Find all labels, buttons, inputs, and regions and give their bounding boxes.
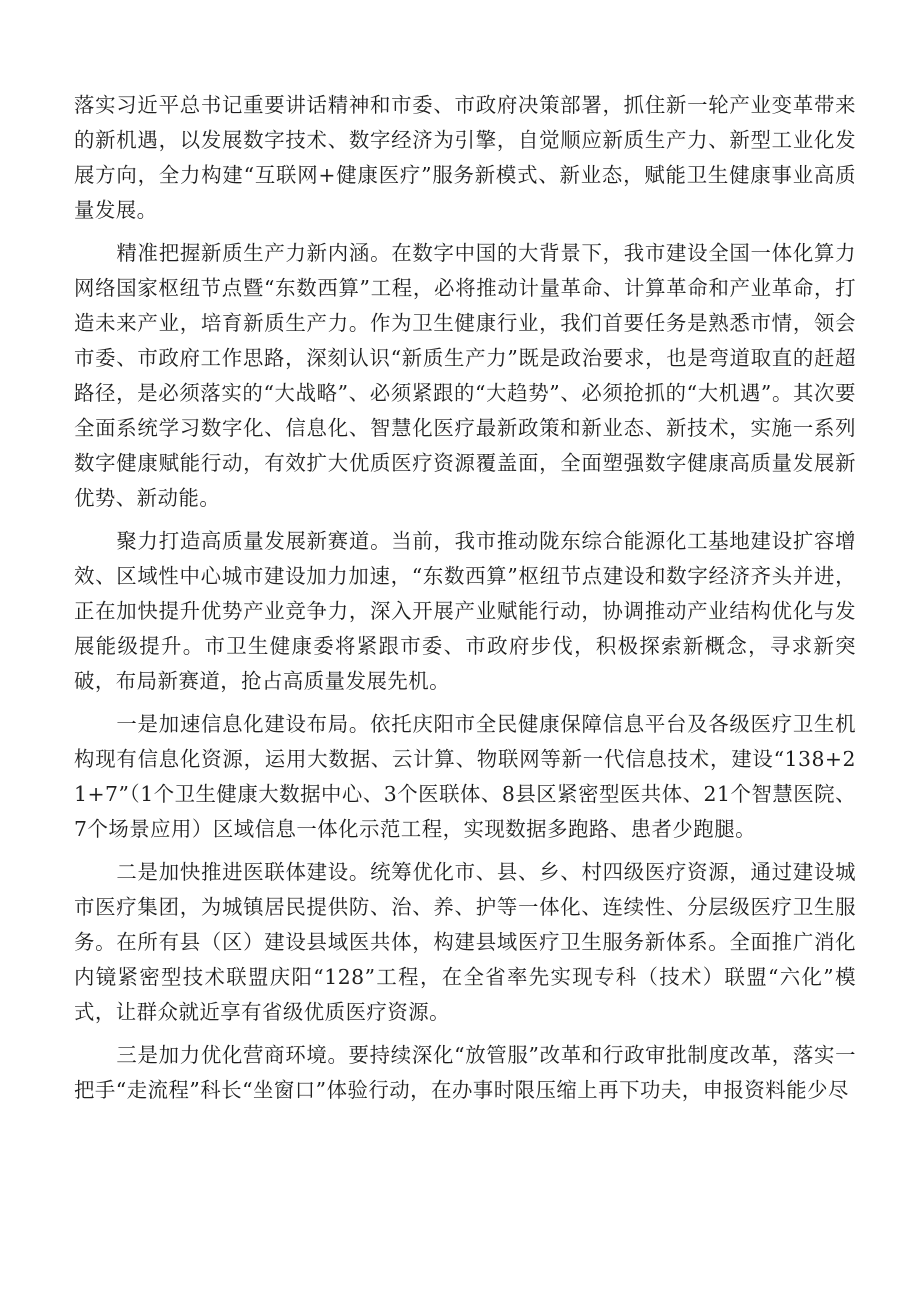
document-body — [74, 88, 856, 1116]
paragraph-intro: 落实习近平总书记重要讲话精神和市委、市政府决策部署，抓住新一轮产业变革带来的新机遇，以发展数字技术、数字经济为引擎，自觉顺应新质生产力、新型工业化发展方向，全力构建“互联网+健康医疗”服务新模式、新业态，赋能卫生健康事业高质量发展。 — [74, 93, 856, 222]
paragraph-new-connotation: 精准把握新质生产力新内涵。在数字中国的大背景下，我市建设全国一体化算力网络国家枢纽节点暨“东数西算”工程，必将推动计量革命、计算革命和产业革命，打造未来产业，培育新质生产力。作为卫生健康行业，我们首要任务是熟悉市情，领会市委、市政府工作思路，深刻认识“新质生产力”既是政治要求，也是弯道取直的赶超路径，是必须落实的“大战略”、必须紧跟的“大趋势”、必须抢抓的“大机遇”。其次要全面系统学习数字化、信息化、智慧化医疗最新政策和新业态、新技术，实施一系列数字健康赋能行动，有效扩大优质医疗资源覆盖面，全面塑强数字健康高质量发展新优势、新动能。 — [74, 241, 856, 510]
paragraph-informatization: 一是加速信息化建设布局。依托庆阳市全民健康保障信息平台及各级医疗卫生机构现有信息化资源，运用大数据、云计算、物联网等新一代信息技术，建设“138+21+7”（1个卫生健康大数据中心、3个医联体、8县区紧密型医共体、21个智慧医院、7个场景应用）区域信息一体化示范工程，实现数据多跑路、患者少跑腿。 — [74, 712, 856, 841]
paragraph-new-track: 聚力打造高质量发展新赛道。当前，我市推动陇东综合能源化工基地建设扩容增效、区域性中心城市建设加力加速，“东数西算”枢纽节点建设和数字经济齐头并进，正在加快提升优势产业竞争力，深入开展产业赋能行动，协调推动产业结构优化与发展能级提升。市卫生健康委将紧跟市委、市政府步伐，积极探索新概念，寻求新突破，布局新赛道，抢占高质量发展先机。 — [74, 529, 856, 693]
paragraph-business-environment: 三是加力优化营商环境。要持续深化“放管服”改革和行政审批制度改革，落实一把手“走流程”科长“坐窗口”体验行动，在办事时限压缩上再下功夫，申报资料能少尽 — [74, 1043, 856, 1102]
paragraph-medical-alliance: 二是加快推进医联体建设。统筹优化市、县、乡、村四级医疗资源，通过建设城市医疗集团，为城镇居民提供防、治、养、护等一体化、连续性、分层级医疗卫生服务。在所有县（区）建设县域医共体，构建县域医疗卫生服务新体系。全面推广消化内镜紧密型技术联盟庆阳“128”工程，在全省率先实现专科（技术）联盟“六化”模式，让群众就近享有省级优质医疗资源。 — [74, 860, 856, 1024]
